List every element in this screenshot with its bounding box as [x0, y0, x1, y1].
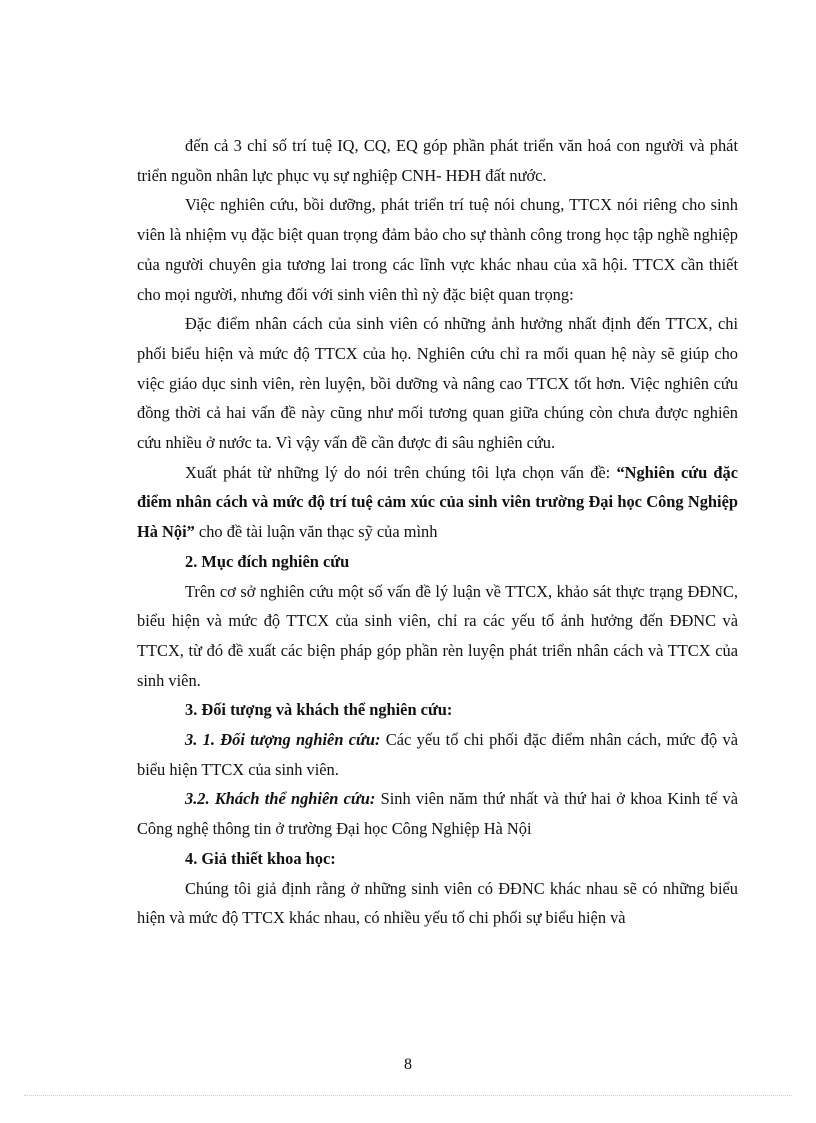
paragraph-text: Các yếu tố chi phối đặc điểm nhân cách, mức độ và biểu hiện TTCX của sinh viên. [137, 730, 738, 779]
paragraph-text: Sinh viên năm thứ nhất và thứ hai ở khoa Kinh tế và Công nghệ thông tin ở trường Đại học Công Nghiệp Hà Nội [137, 789, 738, 839]
page-body [137, 131, 738, 933]
paragraph-tail: cho đề tài luận văn thạc sỹ của mình [194, 522, 438, 542]
paragraph-research-object [137, 725, 738, 784]
heading-text: 4. Giả thiết khoa học: [185, 848, 336, 868]
paragraph-topic-choice [137, 458, 738, 547]
paragraph-intro [137, 131, 738, 190]
paragraph-personality [137, 309, 738, 458]
paragraph-hypothesis [137, 874, 738, 933]
paragraph-importance [137, 190, 738, 309]
paragraph-lead: Xuất phát từ những lý do nói trên chúng tôi lựa chọn vấn đề: [185, 462, 617, 482]
thesis-title: “Nghiên cứu đặc điểm nhân cách và mức độ trí tuệ cảm xúc của sinh viên trường Đại học Công Nghiệp Hà Nội” [137, 462, 738, 542]
footer-divider [24, 1095, 792, 1096]
paragraph-text: Đặc điểm nhân cách của sinh viên có những ảnh hưởng nhất định đến TTCX, chi phối biểu hiện và mức độ TTCX của họ. Nghiên cứu chỉ ra mối quan hệ này sẽ giúp cho việc giáo dục sinh viên, rèn luyện, bồi dưỡng và nâng cao TTCX tốt hơn. Việc nghiên cứu đồng thời cả hai vấn đề này cũng như mối tương quan giữa chúng còn chưa được nghiên cứu nhiều ở nước ta. Vì vậy vấn đề cần được đi sâu nghiên cứu. [137, 314, 738, 453]
subsection-label: 3. 1. Đối tượng nghiên cứu: [185, 730, 381, 750]
section-heading-purpose [137, 547, 738, 577]
paragraph-text: đến cả 3 chỉ số trí tuệ IQ, CQ, EQ góp phần phát triển văn hoá con người và phát triển nguồn nhân lực phục vụ sự nghiệp CNH- HĐH đất nước. [137, 136, 738, 185]
paragraph-text: Chúng tôi giả định rằng ở những sinh viên có ĐĐNC khác nhau sẽ có những biểu hiện và mức độ TTCX khác nhau, có nhiều yếu tố chi phối sự biểu hiện và [137, 878, 738, 928]
heading-text: 3. Đối tượng và khách thể nghiên cứu: [185, 700, 453, 720]
paragraph-purpose [137, 577, 738, 696]
paragraph-research-subject [137, 784, 738, 843]
subsection-label: 3.2. Khách thể nghiên cứu: [185, 789, 376, 809]
paragraph-text: Trên cơ sở nghiên cứu một số vấn đề lý luận về TTCX, khảo sát thực trạng ĐĐNC, biểu hiện và mức độ TTCX của sinh viên, chỉ ra các yếu tố ảnh hưởng đến ĐĐNC và TTCX, từ đó đề xuất các biện pháp góp phần rèn luyện phát triển nhân cách và TTCX của sinh viên. [137, 581, 738, 690]
paragraph-text: Việc nghiên cứu, bồi dưỡng, phát triển trí tuệ nói chung, TTCX nói riêng cho sinh viên là nhiệm vụ đặc biệt quan trọng đảm bảo cho sự thành công trong học tập nghề nghiệp của người chuyên gia tương lai trong các lĩnh vực khác nhau của xã hội. TTCX cần thiết cho mọi người, nhưng đối với sinh viên thì nỳ đặc biệt quan trọng: [137, 195, 738, 304]
section-heading-subjects [137, 695, 738, 725]
page-number: 8 [404, 1056, 412, 1073]
section-heading-hypothesis [137, 844, 738, 874]
heading-text: 2. Mục đích nghiên cứu [185, 551, 350, 571]
